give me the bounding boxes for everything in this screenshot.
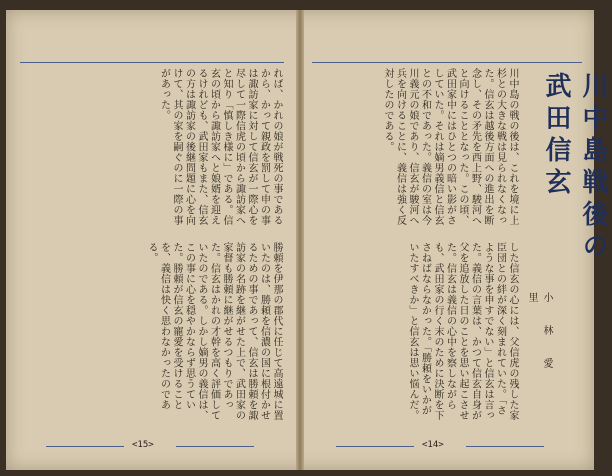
header-rule <box>20 62 284 63</box>
article-title: 川中島戦後の武田信玄 <box>541 72 608 264</box>
page-number: <14> <box>422 440 444 450</box>
folio-rule <box>466 446 544 447</box>
left-lower-text: 勝頼を伊那の郡代に任じて高遠城に置いたのは、勝頼を信濃の国に根付かせるための事であって、信玄は勝頼を諏訪家の名跡を継がせた上で、武田家の家督も勝頼に継がせるつもりであった。信玄はかれの才幹を高く評価していたのである。しかし嫡男の義信は、この事に心を穏やかならず思うていた。勝頼が信玄の寵愛を受けることを、義信は快く思わなかったのである。 <box>146 242 282 421</box>
book-spread <box>6 10 608 470</box>
right-lower-text: した信玄の心には、父信虎の残した家臣団との絆が深く刻まれていた。「さような事を申すでない」と信玄は言った。義信の言葉は、かつて信玄自身が父を追放した日のことを思い起こさせた。信玄は義信の心中を察しながらも、武田家の行く末のために決断を下さねばならなかった。「勝頼をいかがいたすべきか」と信玄は思い悩んだ。 <box>407 242 518 421</box>
right-upper-text: 川中島の戦の後は、これを境に上杉との大きな戦は見られなくなった。信玄は越後方面への進出を断念し、その矛先を西上野、駿河へと向けることとなった。この頃、武田家中にはひとつの暗い影がさしていた。それは嫡男義信と信玄との不和であった。義信の室は今川義元の娘であり、信玄が駿河へ兵を向けることに、義信は強く反対したのである。 <box>382 68 518 226</box>
article-author: 小 林 愛 里 <box>526 292 552 379</box>
page-number: <15> <box>132 440 154 450</box>
folio-rule <box>176 446 254 447</box>
left-upper-text: れば、かれの娘が戦死の事であるから、かって親政を罰して申の事は諏訪家に対して信玄が一際心を尽して一際信虎の頃から諏訪家へと知り「慎しき様に」である。信玄の頃から諏訪家へと娘婿を迎えるけれども、武田家もまた、信玄の方は諏訪家の後継問題に心を向けて、其の家を嗣ぐのに一際の事があった。 <box>158 68 282 226</box>
header-rule <box>312 62 582 63</box>
folio-rule <box>46 446 124 447</box>
folio-rule <box>336 446 414 447</box>
left-page <box>6 10 298 470</box>
right-page <box>302 10 608 470</box>
